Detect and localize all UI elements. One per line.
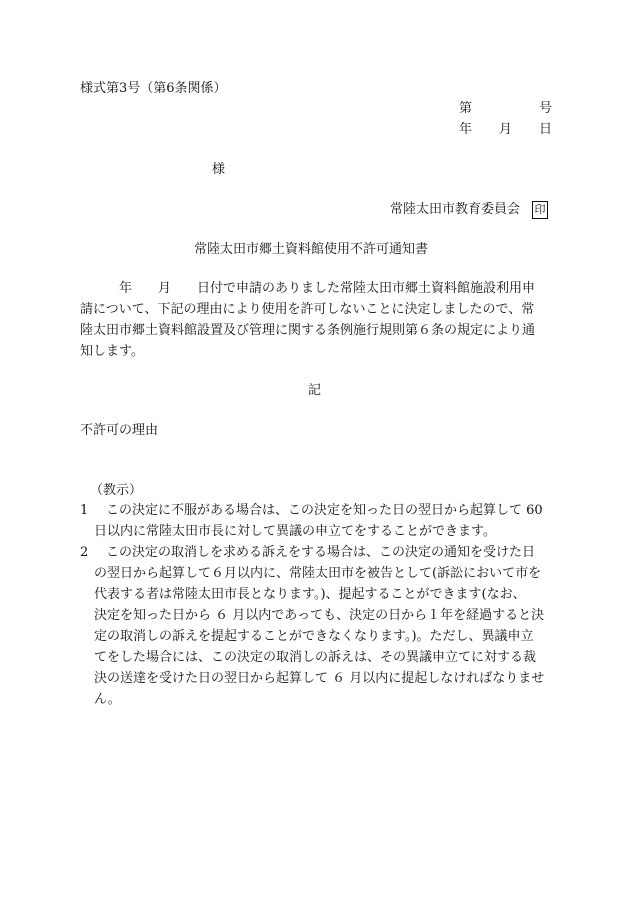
recipient-honorific: 様 (212, 162, 226, 177)
date-year: 年 (459, 122, 473, 137)
body-line: 陸太田市郷土資料館設置及び管理に関する条例施行規則第６条の規定により通 (80, 323, 536, 338)
issuer (390, 200, 548, 220)
ki-heading: 記 (308, 383, 322, 398)
instruction-item (80, 500, 552, 542)
date-month: 月 (499, 122, 513, 137)
item-line: ん。 (94, 692, 121, 707)
item-line: 日以内に常陸太田市長に対して異議の申立てをすることができます。 (94, 524, 496, 539)
reason-label: 不許可の理由 (80, 423, 159, 438)
item-line: この決定に不服がある場合は、この決定を知った日の翌日から起算して 60 (106, 503, 543, 518)
seal-stamp: 印 (532, 201, 548, 219)
body-line: 知します。 (80, 344, 144, 359)
body-line: 請について、下記の理由により使用を許可しないことに決定しましたので、常 (80, 302, 535, 317)
item-line: 決の送達を受けた日の翌日から起算して ６ 月以内に提起しなければなりませ (94, 671, 545, 686)
number-prefix: 第 (459, 101, 473, 116)
document-title: 常陸太田市郷土資料館使用不許可通知書 (194, 242, 429, 257)
instructions-heading: （教示） (90, 483, 143, 498)
item-number: 2 (80, 545, 89, 560)
item-line: 決定を知った日から ６ 月以内であっても、決定の日から１年を経過すると決 (94, 608, 545, 623)
body-paragraph (80, 278, 550, 362)
item-line: 定の取消しの訴えを提起することができなくなります。)。ただし、異議申立 (94, 629, 534, 644)
date-day: 日 (539, 122, 553, 137)
number-suffix: 号 (539, 101, 553, 116)
form-number: 様式第3号（第6条関係） (80, 81, 227, 96)
item-line: この決定の取消しを求める訴えをする場合は、この決定の通知を受けた日 (106, 545, 536, 560)
item-line: 代表する者は常陸太田市長となります。)、提起することができます(なお、 (94, 587, 526, 602)
item-number: 1 (80, 503, 89, 518)
issuer-name: 常陸太田市教育委員会 (390, 202, 521, 217)
body-line: 年 月 日付で申請のありました常陸太田市郷土資料館施設利用申 (80, 281, 536, 296)
instruction-item (80, 542, 552, 710)
item-line: てをした場合には、この決定の取消しの訴えは、その異議申立てに対する裁 (94, 650, 537, 665)
item-line: の翌日から起算して６月以内に、常陸太田市を被告として(訴訟において市を (94, 566, 542, 581)
